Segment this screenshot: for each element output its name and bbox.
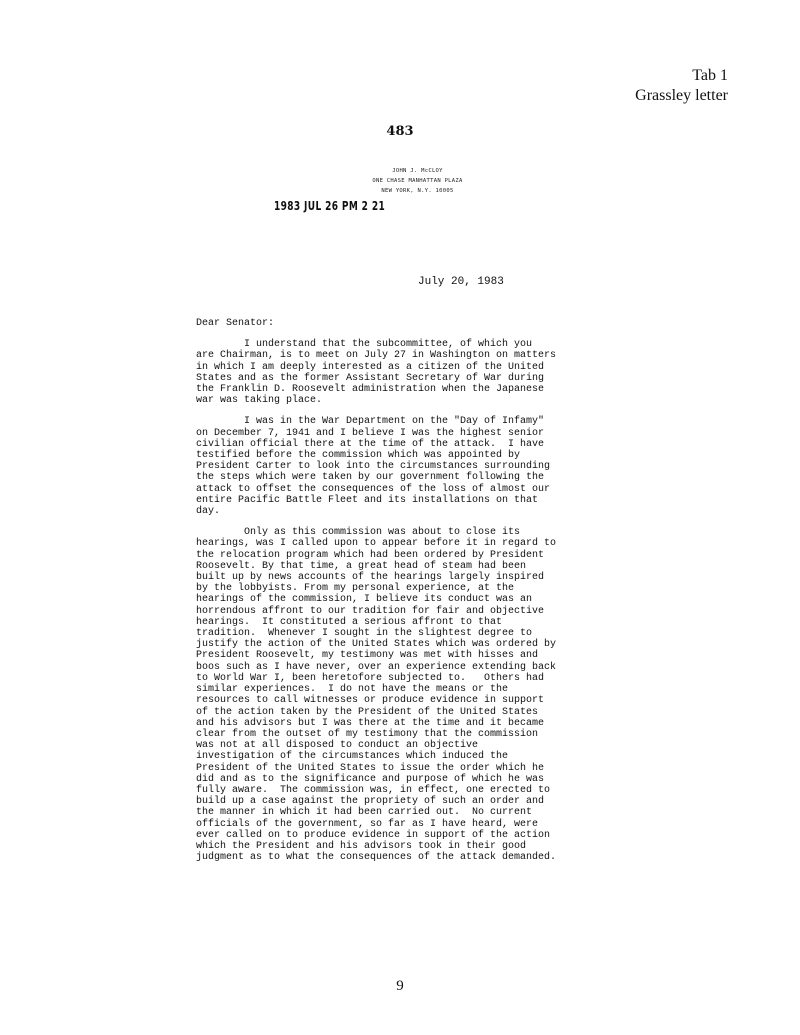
letter-line: States and as the former Assistant Secretary of War during — [196, 372, 545, 384]
letter-line: similar experiences. I do not have the means or the — [196, 684, 509, 696]
letter-paragraph — [196, 527, 596, 863]
letter-line: resources to call witnesses or produce evidence in support — [196, 695, 545, 707]
letter-line: are Chairman, is to meet on July 27 in Washington on matters — [196, 350, 557, 362]
letter-body — [196, 318, 596, 873]
letter-line: I was in the War Department on the "Day of Infamy" — [196, 416, 545, 428]
letter-paragraphs — [196, 339, 596, 863]
letter-line: and his advisors but I was there at the time and it became — [196, 717, 545, 729]
letter-line: President Roosevelt, my testimony was met with hisses and — [196, 650, 539, 662]
letter-line: I understand that the subcommittee, of which you — [196, 339, 533, 351]
letter-line: attack to offset the consequences of the loss of almost our — [196, 483, 551, 495]
letter-line: the relocation program which had been ordered by President — [196, 549, 545, 561]
letter-paragraph — [196, 339, 596, 406]
letter-line: fully aware. The commission was, in effect, one erected to — [196, 784, 551, 796]
letterhead — [330, 166, 505, 196]
letterhead-address: ONE CHASE MANHATTAN PLAZA — [372, 178, 463, 184]
letter-line: hearings of the commission, I believe its conduct was an — [196, 594, 533, 606]
letter-line: Roosevelt. By that time, a great head of steam had been — [196, 560, 527, 572]
letter-line: hearings. It constituted a serious affront to that — [196, 616, 503, 628]
letter-line: tradition. Whenever I sought in the slightest degree to — [196, 628, 533, 640]
letter-paragraph — [196, 416, 596, 517]
letter-line: did and as to the significance and purpose of which he was — [196, 773, 545, 785]
letter-line: President of the United States to issue the order which he — [196, 762, 545, 774]
letter-line: civilian official there at the time of the attack. I have — [196, 438, 545, 450]
letter-line: on December 7, 1941 and I believe I was the highest senior — [196, 427, 545, 439]
footer-page-number: 9 — [396, 978, 404, 994]
letter-line: in which I am deeply interested as a citizen of the United — [196, 361, 545, 373]
salutation: Dear Senator: — [196, 318, 275, 329]
letter-line: testified before the commission which was appointed by — [196, 450, 521, 462]
letter-line: hearings, was I called upon to appear before it in regard to — [196, 538, 557, 550]
letter-line: day. — [196, 506, 221, 518]
letter-line: entire Pacific Battle Fleet and its installations on that — [196, 494, 539, 506]
letter-line: the manner in which it had been carried out. No current — [196, 807, 533, 819]
received-stamp: 1983 JUL 26 PM 2 21 — [274, 199, 386, 213]
letter-line: to World War I, been heretofore subjected to. Others had — [196, 672, 545, 684]
header-page-number: 483 — [386, 124, 414, 139]
letter-line: judgment as to what the consequences of the attack demanded. — [196, 852, 557, 864]
letter-line: clear from the outset of my testimony that the commission — [196, 728, 539, 740]
letter-line: officials of the government, so far as I have heard, were — [196, 818, 539, 830]
letter-line: investigation of the circumstances which induced the — [196, 751, 509, 763]
letter-line: President Carter to look into the circumstances surrounding — [196, 461, 551, 473]
tab-label — [635, 66, 728, 106]
letter-line: Only as this commission was about to close its — [196, 527, 521, 539]
letter-date: July 20, 1983 — [418, 276, 504, 288]
letter-line: justify the action of the United States which was ordered by — [196, 639, 557, 651]
tab-label-line1: Tab 1 — [692, 67, 728, 84]
letter-line: the steps which were taken by our government following the — [196, 472, 545, 484]
tab-label-line2: Grassley letter — [635, 87, 728, 104]
letter-line: of the action taken by the President of the United States — [196, 706, 539, 718]
letterhead-name: JOHN J. McCLOY — [392, 168, 443, 174]
letter-line: built up by news accounts of the hearings largely inspired — [196, 572, 545, 584]
letter-line: which the President and his advisors took in their good — [196, 840, 527, 852]
letter-line: build up a case against the propriety of such an order and — [196, 796, 545, 808]
letter-line: by the lobbyists. From my personal experience, at the — [196, 583, 515, 595]
letter-line: horrendous affront to our tradition for fair and objective — [196, 605, 545, 617]
letter-line: was not at all disposed to conduct an objective — [196, 740, 479, 752]
letter-line: war was taking place. — [196, 395, 323, 407]
letter-line: the Franklin D. Roosevelt administration when the Japanese — [196, 384, 545, 396]
letter-line: ever called on to produce evidence in support of the action — [196, 829, 551, 841]
letter-line: boos such as I have never, over an experience extending back — [196, 661, 557, 673]
letterhead-city: NEW YORK, N.Y. 10005 — [381, 188, 454, 194]
